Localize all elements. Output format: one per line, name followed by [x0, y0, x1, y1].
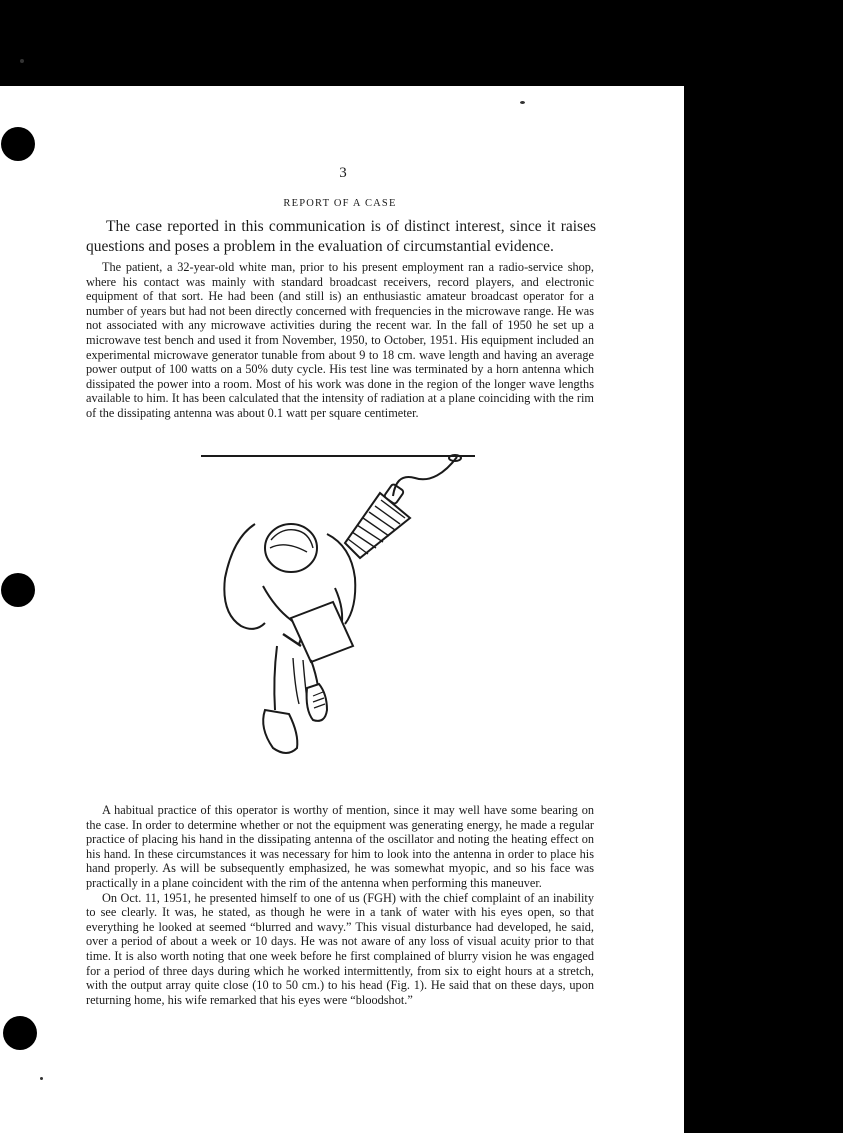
figure-operator-diagram [195, 448, 485, 763]
right-shoe [307, 684, 327, 721]
intro-paragraph [86, 217, 596, 257]
punch-hole-bottom [3, 1016, 37, 1050]
scan-speck [520, 101, 525, 104]
paragraph-3-text: On Oct. 11, 1951, he presented himself to one of us (FGH) with the chief complaint of an inability to see clearly. It was, he stated, as though he were in a tank of water with his eyes open, so that everything he looked at seemed “blurred and wavy.” This visual disturbance had developed, he said, over a period of about a week or 10 days. He was not aware of any loss of visual acuity prior to that time. It is also worth noting that one week before he first complained of blurry vision he was engaged for a period of three days during which he worked intermittently, from six to eight hours at a stretch, with the output array quite close (10 to 50 cm.) to his head (Fig. 1). He said that on these days, upon returning home, his wife remarked that his eyes were “bloodshot.” [86, 890, 594, 1007]
punch-hole-middle [1, 573, 35, 607]
paragraph-1-text: The patient, a 32-year-old white man, prior to his present employment ran a radio-service shop, where his contact was mainly with standard broadcast receivers, record players, and electronic equipment of that sort. He had been (and still is) an enthusiastic amateur broadcast operator for a number of years but had not been directly concerned with frequencies in the microwave range. He was not associated with any microwave activities during the recent war. In the fall of 1950 he set up a microwave test bench and used it from November, 1950, to October, 1951. His equipment included an experimental microwave generator tunable from about 9 to 18 cm. wave length and having an average power output of 100 watts on a 50% duty cycle. His test line was terminated by a horn antenna which dissipated the power into a room. Most of his work was done in the region of the longer wave lengths available to him. It has been calculated that the intensity of radiation at a plane coinciding with the rim of the dissipating antenna was about 0.1 watt per square centimeter. [86, 260, 594, 420]
intro-text: The case reported in this communication is of distinct interest, since it raises questions and poses a problem in the evaluation of circumstantial evidence. [86, 218, 596, 255]
body-paragraph-1 [86, 260, 594, 421]
scan-speck [20, 59, 24, 63]
page-number: 3 [339, 165, 347, 181]
punch-hole-top [1, 127, 35, 161]
operator-leg-inner [293, 658, 307, 704]
scan-speck [40, 1077, 43, 1080]
scan-top-border [0, 0, 843, 86]
paper-pad [291, 602, 353, 662]
operator-back [224, 524, 265, 629]
scan-right-border [684, 86, 843, 1133]
left-shoe [263, 710, 297, 753]
section-title: REPORT OF A CASE [283, 198, 397, 209]
operator-arm [263, 586, 301, 644]
body-paragraphs-2-3 [86, 803, 594, 1007]
horn-antenna [345, 493, 410, 558]
operator-head [265, 524, 317, 572]
paragraph-2-text: A habitual practice of this operator is worthy of mention, since it may well have some bearing on the case. In order to determine whether or not the equipment was generating energy, he made a regular practice of placing his hand in the dissipating antenna of the oscillator and noting the heating effect on his hand. In these circumstances it was necessary for him to look into the antenna in order to place his hand properly. As will be subsequently emphasized, he was somewhat myopic, and so his face was practically in a plane coincident with the rim of the antenna when performing this maneuver. [86, 803, 594, 890]
